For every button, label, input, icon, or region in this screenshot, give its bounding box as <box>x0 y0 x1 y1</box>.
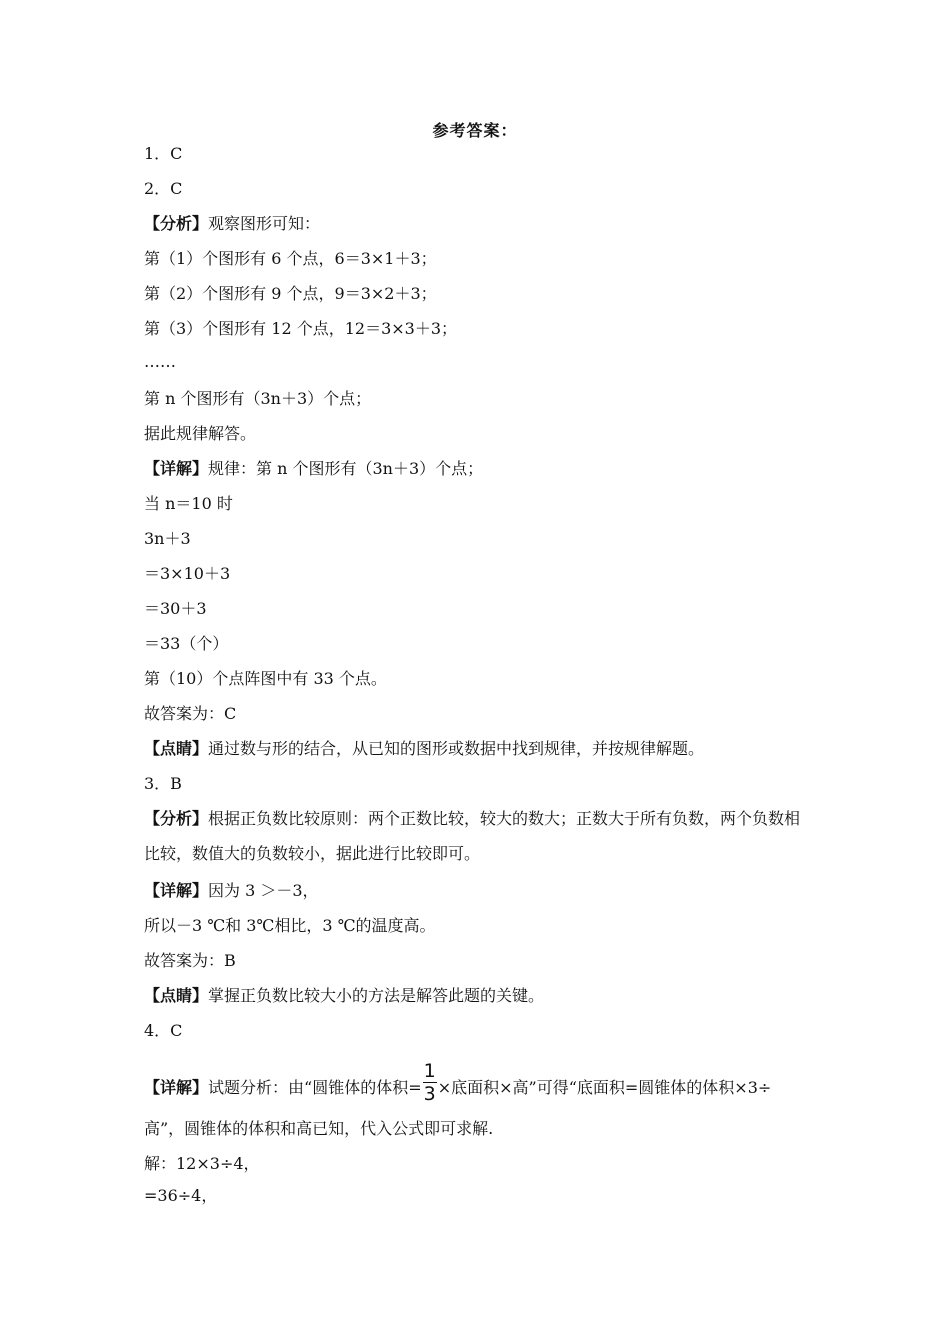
detail-text: 因为 3 ＞－3， <box>208 881 319 900</box>
fraction-denominator: 3 <box>423 1083 436 1105</box>
page-title: 参考答案： <box>432 121 518 140</box>
q2-line-9: ＝3×10＋3 <box>144 564 231 583</box>
q2-answer: 故答案为：C <box>144 704 237 723</box>
q2-line-12: 第（10）个点阵图中有 33 个点。 <box>144 669 387 688</box>
q2-line-5: 第 n 个图形有（3n＋3）个点； <box>144 389 372 408</box>
detail-tag: 【详解】 <box>144 1078 209 1097</box>
q3-line-1: 所以－3 ℃和 3℃相比，3 ℃的温度高。 <box>144 916 436 935</box>
analysis-text: 观察图形可知： <box>208 214 321 233</box>
analysis-tag: 【分析】 <box>144 809 209 828</box>
detail-tag: 【详解】 <box>144 881 209 900</box>
comment-tag: 【点睛】 <box>144 986 209 1005</box>
fraction-one-third <box>423 1061 437 1104</box>
q3-comment <box>144 985 544 1007</box>
q2-line-1: 第（1）个图形有 6 个点，6＝3×1＋3； <box>144 249 437 268</box>
answer-q3: 3．B <box>144 774 182 793</box>
q2-ellipsis: …… <box>144 352 176 371</box>
q4-line-3: =36÷4， <box>144 1186 218 1205</box>
q2-line-8: 3n＋3 <box>144 529 191 548</box>
answer-q4: 4．C <box>144 1021 183 1040</box>
fraction-numerator: 1 <box>423 1060 436 1082</box>
q4-line-1: 高”，圆锥体的体积和高已知，代入公式即可求解. <box>144 1119 494 1138</box>
q2-line-6: 据此规律解答。 <box>144 424 257 443</box>
q2-line-7: 当 n＝10 时 <box>144 494 233 513</box>
analysis-tag: 【分析】 <box>144 214 209 233</box>
comment-text: 掌握正负数比较大小的方法是解答此题的关键。 <box>208 986 545 1005</box>
detail-text: 规律：第 n 个图形有（3n＋3）个点； <box>208 459 484 478</box>
q3-detail <box>144 880 319 902</box>
q2-comment <box>144 738 704 760</box>
analysis-text: 根据正负数比较原则：两个正数比较，较大的数大；正数大于所有负数，两个负数相比较，数值大的负数较小，据此进行比较即可。 <box>144 809 801 863</box>
answer-q2: 2．C <box>144 179 183 198</box>
detail-text-pre: 试题分析：由“圆锥体的体积= <box>208 1078 422 1097</box>
detail-text-post: ×底面积×高”可得“底面积=圆锥体的体积×3÷ <box>437 1078 772 1097</box>
detail-tag: 【详解】 <box>144 459 209 478</box>
q2-detail <box>144 458 483 480</box>
q2-analysis <box>144 213 320 235</box>
q2-line-11: ＝33（个） <box>144 634 229 653</box>
q4-line-2: 解：12×3÷4， <box>144 1154 260 1173</box>
q3-answer: 故答案为：B <box>144 951 236 970</box>
q3-analysis <box>144 801 804 871</box>
answer-q1: 1．C <box>144 144 183 163</box>
q2-line-10: ＝30＋3 <box>144 599 207 618</box>
q2-line-3: 第（3）个图形有 12 个点，12＝3×3＋3； <box>144 319 458 338</box>
q2-line-2: 第（2）个图形有 9 个点，9＝3×2＋3； <box>144 284 437 303</box>
comment-text: 通过数与形的结合，从已知的图形或数据中找到规律，并按规律解题。 <box>208 739 705 758</box>
comment-tag: 【点睛】 <box>144 739 209 758</box>
q4-detail <box>144 1060 772 1110</box>
